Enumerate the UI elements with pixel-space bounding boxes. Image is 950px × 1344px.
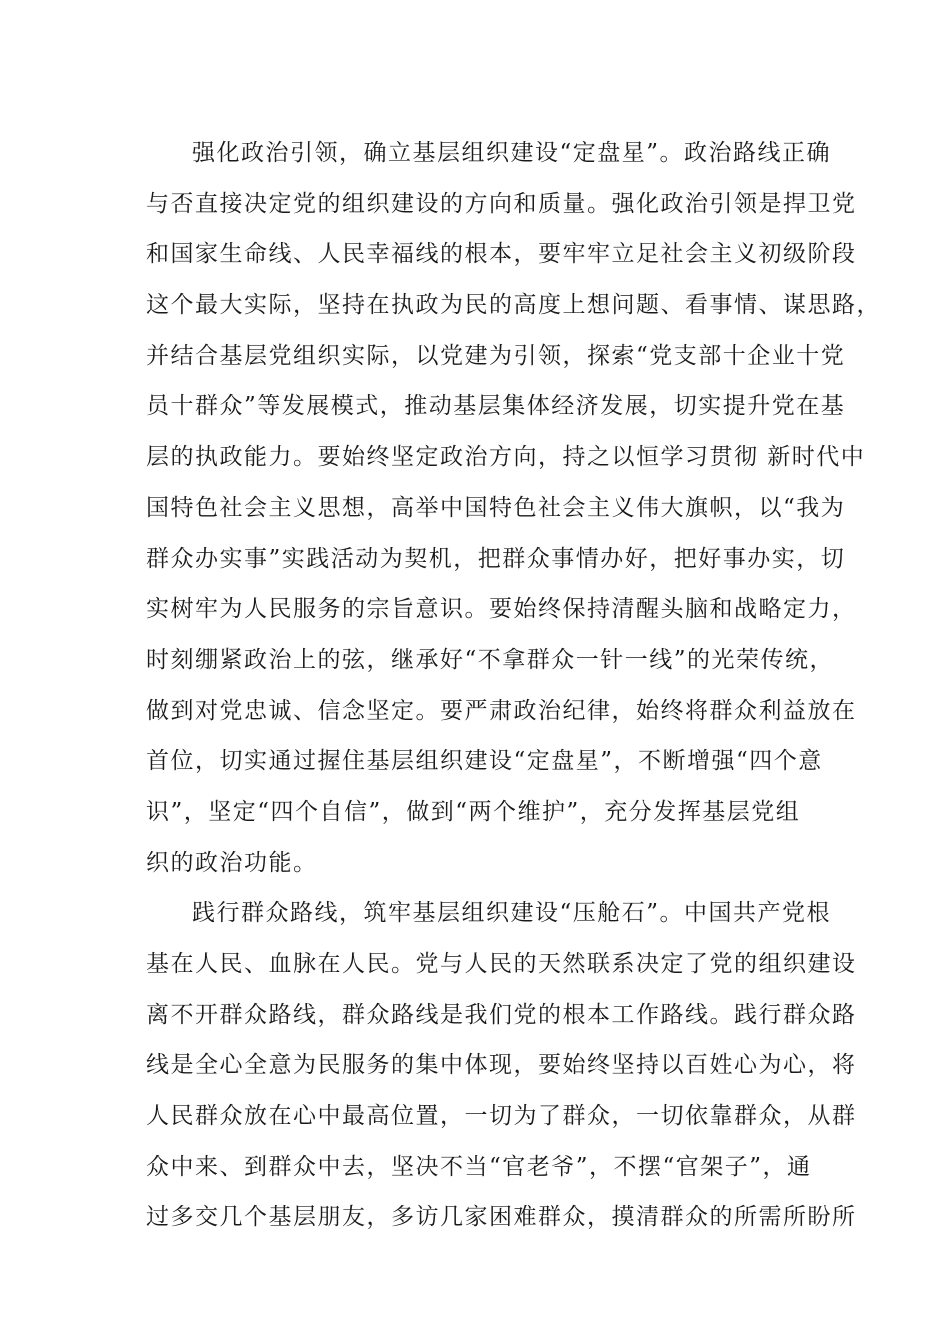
text-line: 群众办实事”实践活动为契机，把群众事情办好，把好事办实，切 xyxy=(146,545,846,572)
text-line: 层的执政能力。要始终坚定政治方向，持之以恒学习贯彻 新时代中 xyxy=(146,444,866,471)
text-line: 强化政治引领，确立基层组织建设“定盘星”。政治路线正确 xyxy=(192,140,832,166)
text-line: 基在人民、血脉在人民。党与人民的天然联系决定了党的组织建设 xyxy=(146,951,857,977)
text-line: 时刻绷紧政治上的弦，继承好“不拿群众一针一线”的光荣传统， xyxy=(146,646,835,673)
text-line: 与否直接决定党的组织建设的方向和质量。强化政治引领是捍卫党 xyxy=(146,190,857,217)
text-line: 并结合基层党组织实际，以党建为引领，探索“党支部十企业十党 xyxy=(146,342,846,369)
text-line: 员十群众”等发展模式，推动基层集体经济发展，切实提升党在基 xyxy=(146,393,846,420)
text-line: 这个最大实际，坚持在执政为民的高度上想问题、看事情、谋思路， xyxy=(146,292,881,319)
text-line: 实树牢为人民服务的宗旨意识。要始终保持清醒头脑和战略定力， xyxy=(146,596,857,623)
text-line: 国特色社会主义思想，高举中国特色社会主义伟大旗帜，以“我为 xyxy=(146,494,846,521)
document-body xyxy=(146,128,881,1243)
text-line: 线是全心全意为民服务的集中体现，要始终坚持以百姓心为心，将 xyxy=(146,1052,857,1079)
text-line: 首位，切实通过握住基层组织建设“定盘星”，不断增强“四个意 xyxy=(146,748,823,775)
text-line: 做到对党忠诚、信念坚定。要严肃政治纪律，始终将群众利益放在 xyxy=(146,697,857,724)
text-line: 和国家生命线、人民幸福线的根本，要牢牢立足社会主义初级阶段 xyxy=(146,241,857,268)
text-line: 离不开群众路线，群众路线是我们党的根本工作路线。践行群众路 xyxy=(146,1001,857,1028)
text-line: 众中来、到群众中去，坚决不当“官老爷”，不摆“官架子”，通 xyxy=(146,1153,812,1180)
paragraph-1 xyxy=(146,128,881,888)
text-line: 识”，坚定“四个自信”，做到“两个维护”，充分发挥基层党组 xyxy=(146,798,801,825)
text-line: 人民群众放在心中最高位置，一切为了群众，一切依靠群众，从群 xyxy=(146,1103,857,1130)
text-line: 践行群众路线，筑牢基层组织建设“压舱石”。中国共产党根 xyxy=(192,900,832,927)
paragraph-2 xyxy=(146,888,857,1243)
text-line: 织的政治功能。 xyxy=(146,849,318,876)
text-line: 过多交几个基层朋友，多访几家困难群众，摸清群众的所需所盼所 xyxy=(146,1204,857,1231)
